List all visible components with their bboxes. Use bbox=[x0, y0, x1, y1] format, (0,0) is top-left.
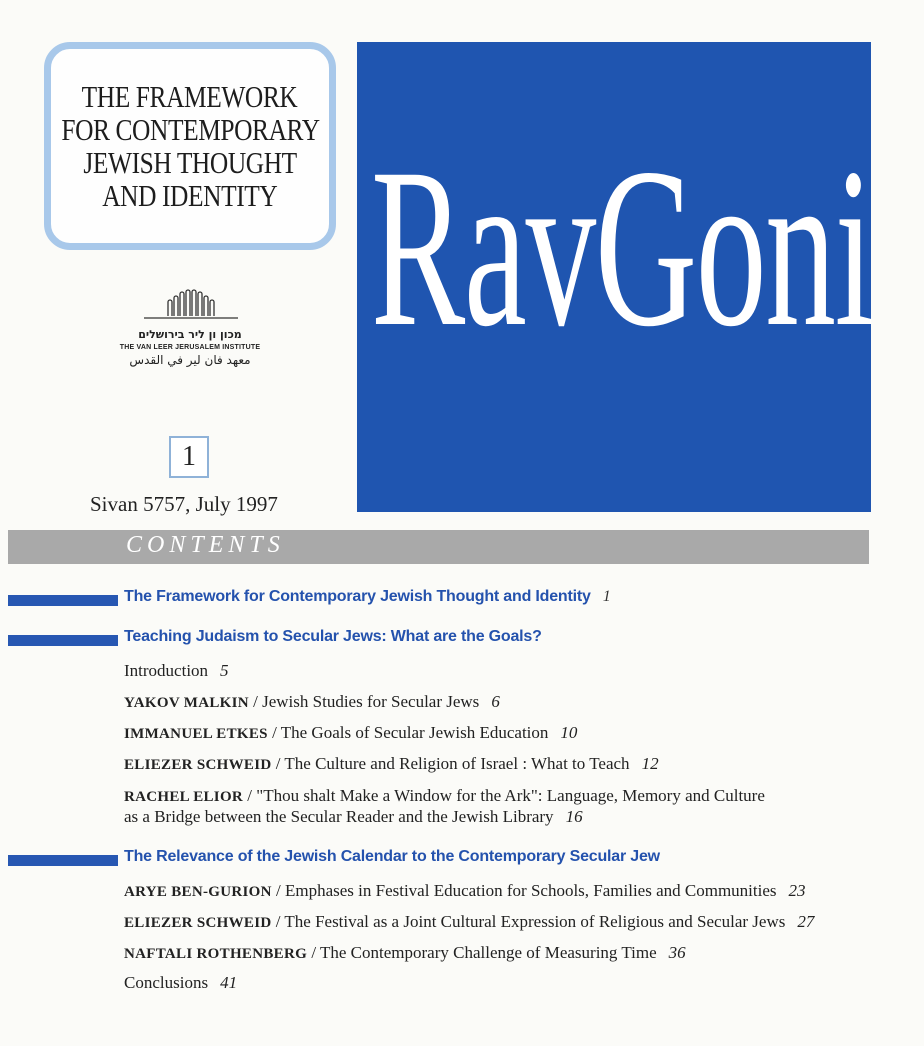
contents-entry bbox=[124, 660, 229, 681]
entry-separator: / bbox=[248, 692, 263, 711]
contents-entry-continuation bbox=[124, 806, 583, 827]
contents-entry bbox=[124, 972, 237, 993]
issue-number: 1 bbox=[169, 436, 209, 478]
entry-author: IMMANUEL ETKES bbox=[124, 726, 268, 742]
framework-box bbox=[44, 42, 336, 250]
section-header bbox=[0, 848, 900, 872]
entry-author: ELIEZER SCHWEID bbox=[124, 757, 272, 773]
section-marker-bar bbox=[8, 855, 118, 866]
section-marker-bar bbox=[8, 595, 118, 606]
section-marker-bar bbox=[8, 635, 118, 646]
contents-label: CONTENTS bbox=[126, 532, 285, 558]
entry-author: RACHEL ELIOR bbox=[124, 789, 244, 805]
section-header bbox=[0, 588, 900, 612]
entry-title-continued: as a Bridge between the Secular Reader and the Jewish Library bbox=[124, 807, 554, 826]
entry-separator: / bbox=[271, 912, 285, 931]
contents-entry bbox=[124, 691, 500, 714]
entry-page-number: 36 bbox=[668, 943, 686, 962]
framework-line: THE FRAMEWORK bbox=[82, 79, 298, 114]
entry-title: The Festival as a Joint Cultural Expression of Religious and Secular Jews bbox=[284, 912, 786, 931]
entry-separator: / bbox=[271, 881, 285, 900]
institute-building-icon bbox=[130, 286, 250, 320]
entry-author: ARYE BEN-GURION bbox=[124, 884, 272, 900]
section-title-text: The Framework for Contemporary Jewish Thought and Identity bbox=[124, 588, 591, 605]
entry-title: Conclusions bbox=[124, 973, 209, 992]
section-title-text: The Relevance of the Jewish Calendar to the Contemporary Secular Jew bbox=[124, 848, 660, 865]
entry-author: ELIEZER SCHWEID bbox=[124, 915, 272, 931]
entry-page-number: 27 bbox=[797, 912, 815, 931]
contents-entry bbox=[124, 753, 659, 776]
entry-title: Emphases in Festival Education for Schools, Families and Communities bbox=[284, 881, 777, 900]
entry-separator: / bbox=[307, 943, 320, 962]
entry-title: The Goals of Secular Jewish Education bbox=[280, 723, 549, 742]
title-panel bbox=[357, 42, 871, 512]
entry-page-number: 16 bbox=[565, 807, 583, 826]
institute-logo bbox=[100, 286, 280, 367]
institute-name-arabic: معهد فان لير في القدس bbox=[129, 353, 251, 367]
entry-separator: / bbox=[271, 754, 285, 773]
entry-separator: / bbox=[267, 723, 281, 742]
section-header bbox=[0, 628, 900, 652]
entry-title: Jewish Studies for Secular Jews bbox=[262, 692, 480, 711]
section-title bbox=[124, 628, 542, 646]
entry-author: NAFTALI ROTHENBERG bbox=[124, 946, 308, 962]
entry-title: "Thou shalt Make a Window for the Ark": Language, Memory and Culture bbox=[256, 786, 765, 805]
section-page-number: 1 bbox=[602, 588, 611, 605]
contents-entry bbox=[124, 880, 806, 903]
section-title bbox=[124, 848, 660, 866]
framework-line: FOR CONTEMPORARY bbox=[60, 112, 320, 147]
contents-entry bbox=[124, 785, 765, 808]
issue-date: Sivan 5757, July 1997 bbox=[90, 492, 278, 516]
contents-entry bbox=[124, 911, 814, 934]
contents-entry bbox=[124, 722, 577, 745]
contents-bar bbox=[8, 530, 869, 564]
entry-page-number: 6 bbox=[491, 692, 500, 711]
entry-page-number: 23 bbox=[788, 881, 806, 900]
framework-line: JEWISH THOUGHT bbox=[83, 145, 297, 180]
contents-entry bbox=[124, 942, 686, 965]
entry-page-number: 10 bbox=[560, 723, 578, 742]
entry-title: Introduction bbox=[124, 661, 209, 680]
entry-title: The Contemporary Challenge of Measuring Time bbox=[320, 943, 657, 962]
institute-name-hebrew: מכון ון ליר בירושלים bbox=[138, 328, 242, 341]
institute-name-english: THE VAN LEER JERUSALEM INSTITUTE bbox=[119, 344, 261, 351]
magazine-title: RavGoni bbox=[371, 122, 873, 374]
entry-title: The Culture and Religion of Israel : What to Teach bbox=[284, 754, 630, 773]
entry-page-number: 5 bbox=[220, 661, 229, 680]
section-title bbox=[124, 588, 611, 606]
entry-page-number: 41 bbox=[220, 973, 238, 992]
entry-separator: / bbox=[243, 786, 257, 805]
section-title-text: Teaching Judaism to Secular Jews: What are the Goals? bbox=[124, 628, 542, 645]
entry-author: YAKOV MALKIN bbox=[124, 695, 249, 711]
entry-page-number: 12 bbox=[641, 754, 659, 773]
framework-line: AND IDENTITY bbox=[102, 178, 278, 213]
